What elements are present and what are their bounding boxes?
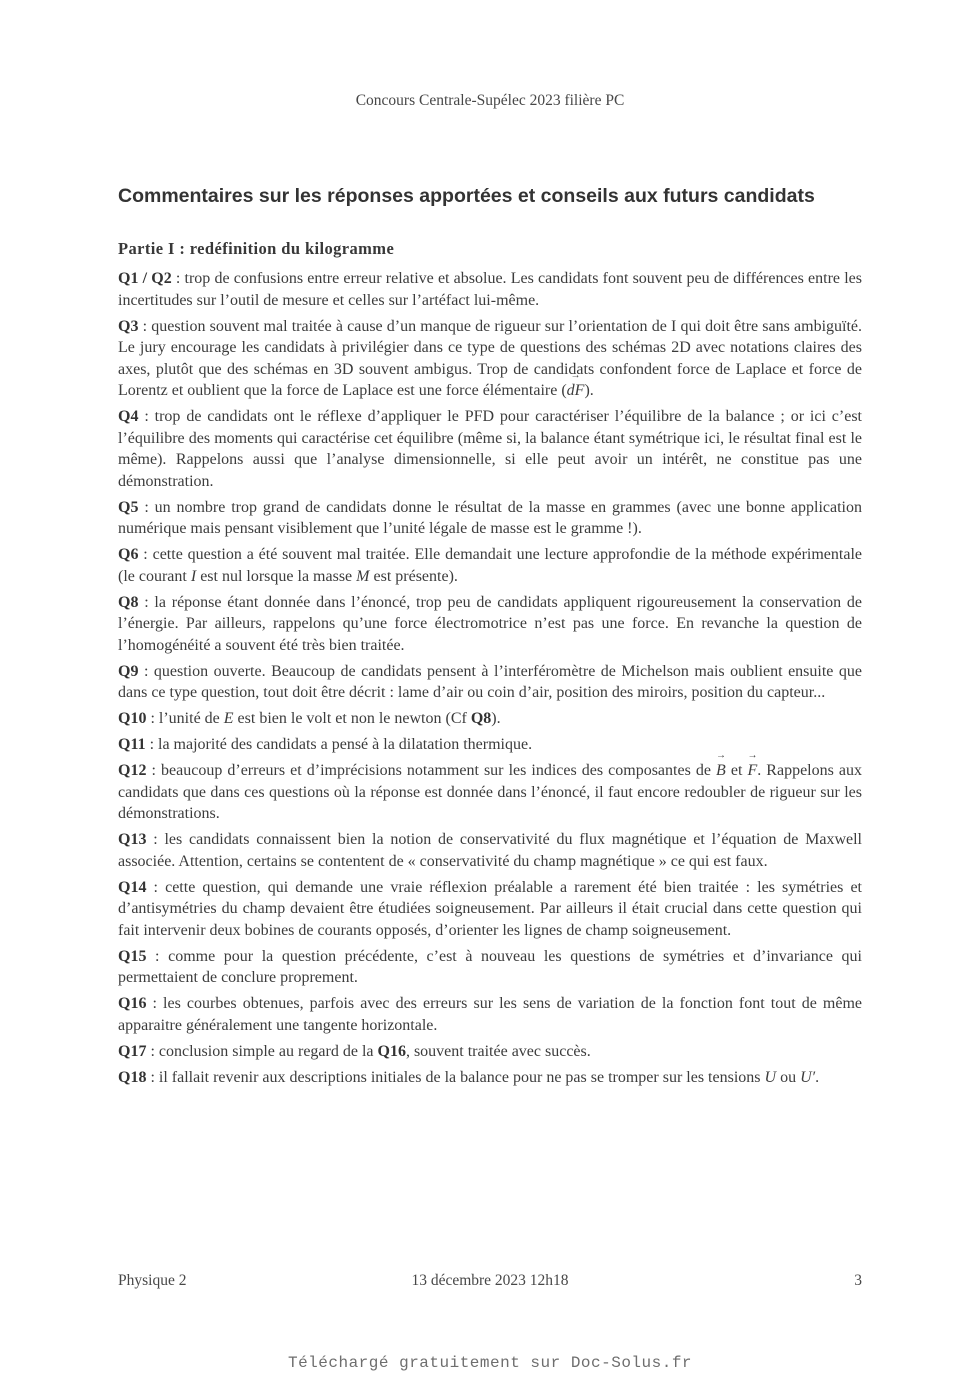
- comment-q1-q2: Q1 / Q2 : trop de confusions entre erreur relative et absolue. Les candidats font souvent peu de différences entre les incertitudes sur l’outil de mesure et celles sur l’artéfact lui-même.: [118, 270, 862, 309]
- footer-course-name: Physique 2: [118, 1272, 187, 1289]
- running-header: Concours Centrale-Supélec 2023 filière PC: [355, 92, 625, 109]
- question-label-q5: Q5: [118, 498, 139, 516]
- comment-q9: Q9 : question ouverte. Beaucoup de candidats pensent à l’interféromètre de Michelson mais oublient ensuite que dans ce type question, tout doit être décrit : lame d’air ou coin d’air, position des miroirs, position du capteur...: [118, 662, 862, 701]
- bold-reference: Q8: [470, 710, 492, 727]
- question-label-q12: Q12: [118, 762, 147, 779]
- section-heading: Partie I : redéfinition du kilogramme: [118, 239, 395, 258]
- math-symbol: I: [190, 567, 197, 585]
- comment-q17: Q17 : conclusion simple au regard de la Q16, souvent traitée avec succès.: [118, 1042, 591, 1060]
- footer-date: 13 décembre 2023 12h18: [411, 1272, 569, 1289]
- question-label-q3: Q3: [118, 317, 139, 335]
- download-watermark: Téléchargé gratuitement sur Doc-Solus.fr: [287, 1354, 693, 1372]
- question-label-q14: Q14: [118, 878, 147, 896]
- question-label-q18: Q18: [118, 1068, 147, 1086]
- page-footer: [118, 1272, 862, 1290]
- comment-q5: Q5 : un nombre trop grand de candidats donne le résultat de la masse en grammes (avec une bonne application numérique mais pensant visiblement que l’unité légale de masse est le gramme !).: [118, 498, 862, 537]
- question-label-q1-q2: Q1 / Q2: [118, 270, 172, 287]
- comment-q4: Q4 : trop de candidats ont le réflexe d’appliquer le PFD pour caractériser l’équilibre de la balance ; or ici c’est l’équilibre des moments qui caractérise cet équilibre (même si, la balance étant symétrique ici, le résultat final est le même). Rappelons aussi que l’analyse dimensionnelle, si elle peut avoir un intérêt, ne constitue pas une démonstration.: [118, 408, 862, 490]
- comment-q12: Q12 : beaucoup d’erreurs et d’imprécisions notamment sur les indices des composantes de → B et → F. Rappelons aux candidats que dans ces questions où la réponse est donnée dans l’énoncé, il faut encore redoubler de rigueur sur les démonstrations.: [118, 760, 862, 825]
- vector-symbol: → B: [716, 760, 726, 782]
- question-label-q9: Q9: [118, 662, 139, 680]
- footer-page-number: 3: [854, 1272, 862, 1289]
- question-label-q16: Q16: [118, 995, 147, 1012]
- question-label-q4: Q4: [118, 408, 139, 425]
- math-symbol: U: [764, 1068, 777, 1086]
- comment-q8: Q8 : la réponse étant donnée dans l’énoncé, trop peu de candidats appliquent rigoureusement la conservation de l’énergie. Par ailleurs, rappelons qu’une force électromotrice n’est pas une force. En revanche la question de l’homogénéité a souvent été très bien traitée.: [118, 593, 862, 654]
- question-label-q15: Q15: [118, 947, 147, 965]
- comment-q18: Q18 : il fallait revenir aux descriptions initiales de la balance pour ne pas se tromper sur les tensions U ou U′.: [118, 1068, 820, 1086]
- question-label-q8: Q8: [118, 593, 139, 611]
- document-title: Commentaires sur les réponses apportées et conseils aux futurs candidats: [118, 185, 815, 207]
- comment-q6: Q6 : cette question a été souvent mal traitée. Elle demandait une lecture approfondie de la méthode expérimentale (le courant I est nul lorsque la masse M est présente).: [118, 546, 862, 585]
- comment-q10: Q10 : l’unité de E est bien le volt et non le newton (Cf Q8).: [118, 710, 501, 727]
- comment-q13: Q13 : les candidats connaissent bien la notion de conservativité du flux magnétique et l’équation de Maxwell associée. Attention, certains se contentent de « conservativité du champ magnétique » ce qui est faux.: [118, 831, 862, 870]
- comment-q15: Q15 : comme pour la question précédente, c’est à nouveau les questions de symétries et d’invariance qui permettaient de conclure proprement.: [118, 947, 862, 986]
- question-label-q17: Q17: [118, 1042, 147, 1060]
- math-symbol: E: [223, 710, 234, 727]
- comment-q3: Q3 : question souvent mal traitée à cause d’un manque de rigueur sur l’orientation de I qui doit être sans ambiguïté. Le jury encourage les candidats à privilégier dans ce type de questions des schémas 2D avec notations claires des axes, plutôt que des schémas en 3D souvent ambigus. Trop de candidats confondent force de Laplace et force de Lorentz et oublient que la force de Laplace est une force élémentaire (→ dF).: [118, 316, 862, 402]
- question-label-q10: Q10: [118, 710, 147, 727]
- comment-q11: Q11 : la majorité des candidats a pensé à la dilatation thermique.: [118, 736, 533, 753]
- math-symbol: M: [356, 567, 370, 585]
- vector-symbol: → F: [747, 760, 757, 782]
- comment-q14: Q14 : cette question, qui demande une vraie réflexion préalable a rarement été bien traitée : les symétries et d’antisymétries du champ devaient être étudiées soigneusement. Par ailleurs il était crucial dans cette question qui fait intervenir deux bobines de courants opposés, d’orienter les lignes de champ soigneusement.: [118, 878, 862, 939]
- comments-list: [118, 268, 862, 1093]
- bold-reference: Q16: [377, 1042, 406, 1060]
- question-label-q11: Q11: [118, 736, 146, 753]
- comment-q16: Q16 : les courbes obtenues, parfois avec des erreurs sur les sens de variation de la fonction font tout de même apparaitre généralement une tangente horizontale.: [118, 995, 862, 1034]
- question-label-q6: Q6: [118, 546, 139, 563]
- vector-symbol: → dF: [567, 380, 585, 402]
- question-label-q13: Q13: [118, 831, 147, 848]
- math-symbol: U′: [800, 1068, 816, 1086]
